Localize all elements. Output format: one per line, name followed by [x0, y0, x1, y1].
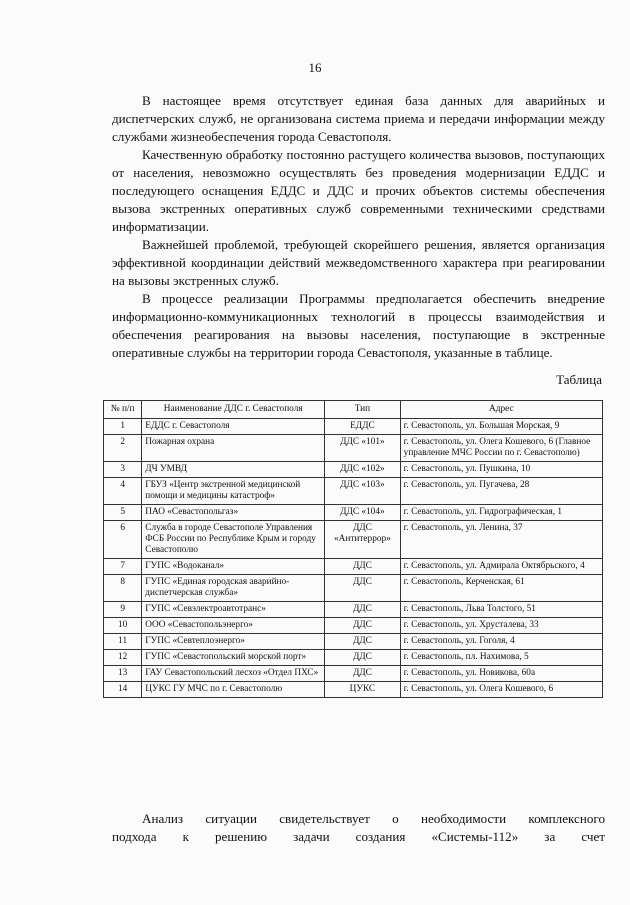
cell-number: 2: [104, 435, 142, 462]
header-name: Наименование ДДС г. Севастополя: [142, 401, 325, 419]
table-row: [104, 462, 603, 478]
cell-type: ДДС: [325, 618, 401, 634]
cell-number: 13: [104, 666, 142, 682]
cell-type: ДДС: [325, 650, 401, 666]
intro-text: [112, 92, 605, 362]
paragraph: Анализ ситуации свидетельствует о необходимости комплексного: [142, 811, 605, 826]
cell-number: 9: [104, 602, 142, 618]
cell-type: ЕДДС: [325, 419, 401, 435]
table-row: [104, 559, 603, 575]
table-row: [104, 634, 603, 650]
table-caption: Таблица: [556, 372, 602, 387]
cell-number: 7: [104, 559, 142, 575]
table-row: [104, 435, 603, 462]
cell-address: г. Севастополь, ул. Пугачева, 28: [400, 478, 602, 505]
closing-text: [112, 810, 605, 846]
cell-name: ГАУ Севастопольский лесхоз «Отдел ПХС»: [142, 666, 325, 682]
cell-address: г. Севастополь, ул. Гидрографическая, 1: [400, 505, 602, 521]
cell-number: 6: [104, 521, 142, 559]
cell-name: ДЧ УМВД: [142, 462, 325, 478]
cell-type: ДДС «Антитеррор»: [325, 521, 401, 559]
cell-number: 10: [104, 618, 142, 634]
cell-address: г. Севастополь, ул. Ленина, 37: [400, 521, 602, 559]
table-row: [104, 575, 603, 602]
paragraph: В настоящее время отсутствует единая база данных для аварийных и диспетчерских служб, не организована система приема и передачи информации между службами жизнеобеспечения города Севастополя.: [112, 93, 605, 144]
cell-name: ООО «Севастопольэнерго»: [142, 618, 325, 634]
cell-number: 12: [104, 650, 142, 666]
paragraph: Качественную обработку постоянно растущего количества вызовов, поступающих от населения, невозможно осуществлять без проведения модернизации ЕДДС и последующего оснащения ЕДДС и ДДС и прочих объектов системы обеспечения вызова экстренных оперативных служб современными техническими средствами информатизации.: [112, 147, 605, 234]
cell-address: г. Севастополь, ул. Гоголя, 4: [400, 634, 602, 650]
paragraph: Важнейшей проблемой, требующей скорейшего решения, является организация эффективной координации действий межведомственного характера при реагировании на вызовы экстренных служб.: [112, 237, 605, 288]
header-number: № п/п: [104, 401, 142, 419]
cell-number: 1: [104, 419, 142, 435]
cell-name: Служба в городе Севастополе Управления ФСБ России по Республике Крым и городу Севастополю: [142, 521, 325, 559]
cell-name: Пожарная охрана: [142, 435, 325, 462]
cell-type: ДДС: [325, 634, 401, 650]
cell-number: 8: [104, 575, 142, 602]
table-row: [104, 478, 603, 505]
cell-type: ЦУКС: [325, 682, 401, 698]
table-row: [104, 682, 603, 698]
page-number: 16: [308, 60, 322, 75]
cell-type: ДДС «104»: [325, 505, 401, 521]
header-type: Тип: [325, 401, 401, 419]
cell-type: ДДС: [325, 602, 401, 618]
header-address: Адрес: [400, 401, 602, 419]
paragraph: подхода к решению задачи создания «Системы-112» за счет: [112, 829, 605, 844]
table-row: [104, 602, 603, 618]
cell-address: г. Севастополь, Керченская, 61: [400, 575, 602, 602]
cell-address: г. Севастополь, ул. Пушкина, 10: [400, 462, 602, 478]
table-row: [104, 650, 603, 666]
table-row: [104, 521, 603, 559]
paragraph: В процессе реализации Программы предполагается обеспечить внедрение информационно-коммуникационных технологий в процессы взаимодействия и обеспечения реагирования на вызовы населения, поступающие в экстренные оперативные службы на территории города Севастополя, указанные в таблице.: [112, 291, 605, 360]
cell-address: г. Севастополь, Льва Толстого, 51: [400, 602, 602, 618]
table-header-row: [104, 401, 603, 419]
cell-address: г. Севастополь, ул. Олега Кошевого, 6: [400, 682, 602, 698]
cell-type: ДДС: [325, 666, 401, 682]
cell-type: ДДС: [325, 559, 401, 575]
cell-address: г. Севастополь, ул. Новикова, 60а: [400, 666, 602, 682]
cell-address: г. Севастополь, пл. Нахимова, 5: [400, 650, 602, 666]
cell-name: ГУПС «Севастопольский морской порт»: [142, 650, 325, 666]
table-row: [104, 666, 603, 682]
cell-name: ГУПС «Севэлектроавтотранс»: [142, 602, 325, 618]
cell-address: г. Севастополь, ул. Адмирала Октябрьского, 4: [400, 559, 602, 575]
cell-name: ГУПС «Водоканал»: [142, 559, 325, 575]
cell-name: ЕДДС г. Севастополя: [142, 419, 325, 435]
cell-name: ГБУЗ «Центр экстренной медицинской помощи и медицины катастроф»: [142, 478, 325, 505]
cell-name: ГУПС «Севтеплоэнерго»: [142, 634, 325, 650]
table-row: [104, 419, 603, 435]
cell-type: ДДС «101»: [325, 435, 401, 462]
cell-number: 5: [104, 505, 142, 521]
cell-name: ЦУКС ГУ МЧС по г. Севастополю: [142, 682, 325, 698]
dds-table: [103, 400, 603, 698]
cell-type: ДДС «102»: [325, 462, 401, 478]
table-row: [104, 505, 603, 521]
table-row: [104, 618, 603, 634]
cell-type: ДДС: [325, 575, 401, 602]
cell-address: г. Севастополь, ул. Большая Морская, 9: [400, 419, 602, 435]
cell-number: 14: [104, 682, 142, 698]
cell-address: г. Севастополь, ул. Олега Кошевого, 6 (Главное управление МЧС России по г. Севастополю): [400, 435, 602, 462]
cell-name: ПАО «Севастопольгаз»: [142, 505, 325, 521]
cell-number: 11: [104, 634, 142, 650]
cell-type: ДДС «103»: [325, 478, 401, 505]
cell-number: 4: [104, 478, 142, 505]
cell-address: г. Севастополь, ул. Хрусталева, 33: [400, 618, 602, 634]
cell-name: ГУПС «Единая городская аварийно-диспетчерская служба»: [142, 575, 325, 602]
cell-number: 3: [104, 462, 142, 478]
